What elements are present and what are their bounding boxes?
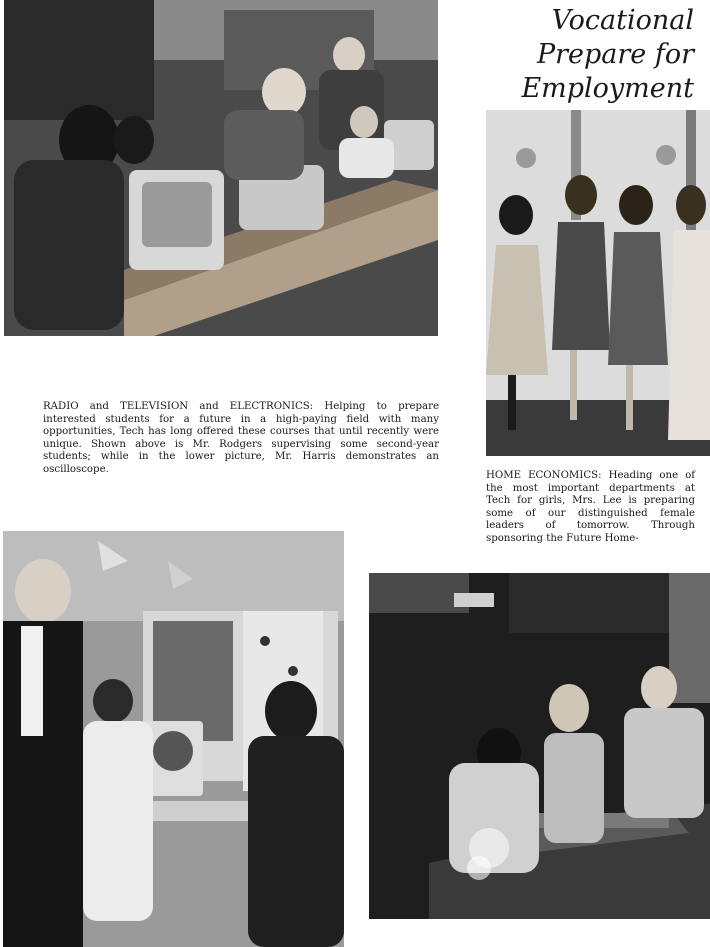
photo-tv-repair-class <box>4 0 438 336</box>
photo-oscilloscope-demonstration <box>3 531 344 947</box>
photo-welding-shop <box>369 573 710 919</box>
page-title-line-2: Prepare for <box>536 39 694 70</box>
caption-radio-tv-electronics: RADIO and TELEVISION and ELECTRONICS: Helping to prepare interested students for a future in a high-paying field with many opportunities, Tech has long offered these courses that until recently were unique. Shown above is Mr. Rodgers supervising some second-year students; while in the lower picture, Mr. Harris demonstrates an oscilloscope. <box>43 401 439 475</box>
page-title-line-3: Employment <box>521 73 694 104</box>
photo-home-economics-illustration <box>486 110 710 456</box>
photo-welding-illustration <box>369 573 710 919</box>
caption-home-economics: HOME ECONOMICS: Heading one of the most important departments at Tech for girls, Mrs. Lee is preparing some of our distinguished female leaders of tomorrow. Through sponsoring the Future Home- <box>486 470 695 544</box>
page-title <box>434 4 694 106</box>
photo-oscilloscope-illustration <box>3 531 344 947</box>
page-title-line-1: Vocational <box>551 5 694 36</box>
photo-tv-repair-illustration <box>4 0 438 336</box>
photo-home-economics-class <box>486 110 710 456</box>
